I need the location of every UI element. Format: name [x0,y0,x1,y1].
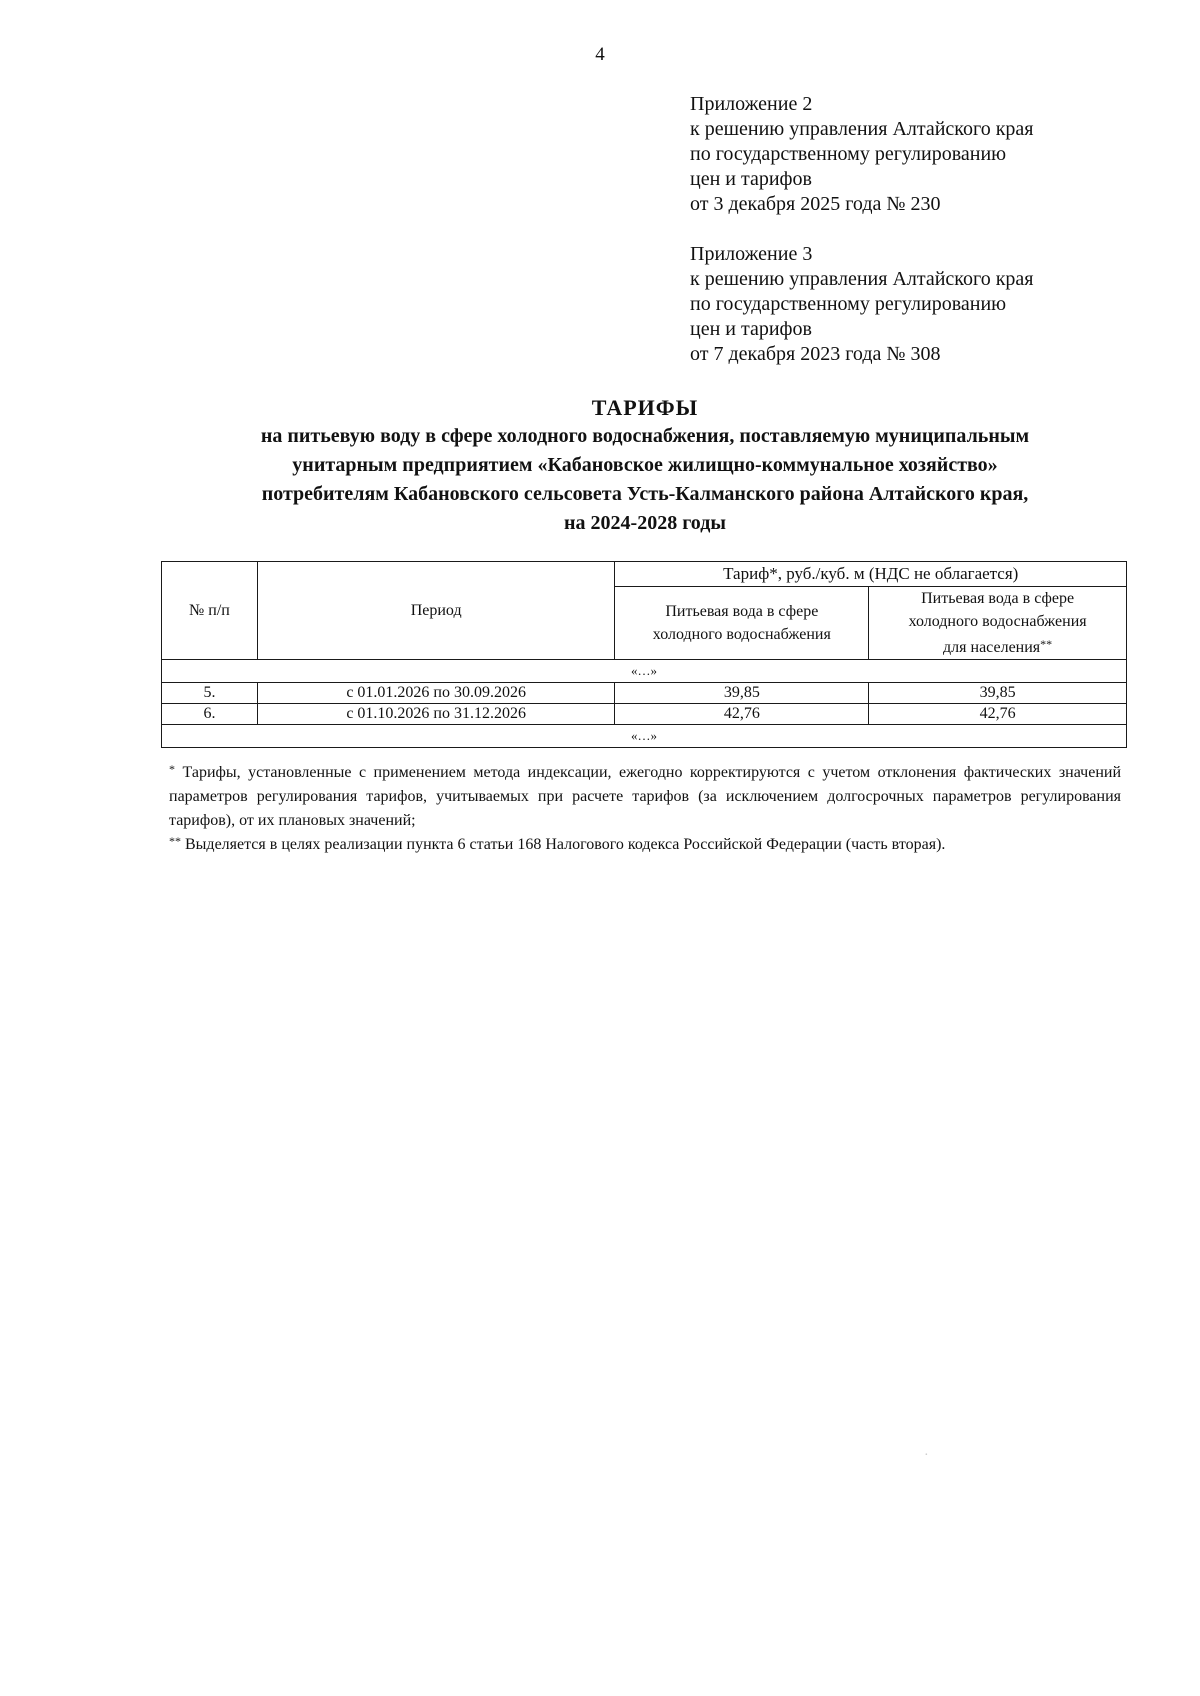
footnote-indexation [169,757,1121,833]
appendix-line: Приложение 2 [690,93,813,115]
row-period: с 01.01.2026 по 30.09.2026 [257,683,615,704]
column-header-period: Период [257,562,615,660]
row-period: с 01.10.2026 по 31.12.2026 [257,704,615,725]
appendix-line: к решению управления Алтайского края [690,268,1034,290]
document-subtitle-line: унитарным предприятием «Кабановское жилищно-коммунальное хозяйство» [292,454,998,476]
scan-mark: · [924,1448,929,1463]
row-number: 6. [162,704,258,725]
column-header-population [869,587,1127,660]
appendix-line: от 7 декабря 2023 года № 308 [690,343,941,365]
appendix-line: от 3 декабря 2025 года № 230 [690,193,941,215]
footnote-marker: ** [169,834,181,848]
document-subtitle-line: на 2024-2028 годы [564,512,726,534]
header-line: холодного водоснабжения [652,626,831,643]
appendix-line: цен и тарифов [690,318,812,340]
row-tariff-general: 39,85 [615,683,869,704]
column-header-number: № п/п [162,562,258,660]
appendix-original-reference [690,242,1150,367]
header-line: Питьевая вода в сфере [921,590,1075,607]
omission-marker: «…» [162,725,1127,748]
row-tariff-population: 42,76 [869,704,1127,725]
column-header-general [615,587,869,660]
table-row [162,683,1127,704]
omission-row [162,725,1127,748]
document-subtitle-line: на питьевую воду в сфере холодного водоснабжения, поставляемую муниципальным [260,425,1030,447]
table-row [162,704,1127,725]
appendix-line: по государственному регулированию [690,293,1007,315]
document-heading [150,394,1140,538]
appendix-line: по государственному регулированию [690,143,1007,165]
page-number: 4 [595,44,605,65]
appendix-current-reference [690,92,1150,217]
header-line [873,633,1122,659]
header-line: Питьевая вода в сфере [665,603,819,620]
tariff-table [161,561,1127,748]
appendix-line: цен и тарифов [690,168,812,190]
column-header-tariff-group: Тариф*, руб./куб. м (НДС не облагается) [615,562,1127,587]
header-line: холодного водоснабжения [908,613,1087,630]
header-line-text: для населения [943,639,1041,656]
footnote-text: Выделяется в целях реализации пункта 6 статьи 168 Налогового кодекса Российской Федерации (часть вторая). [185,836,946,853]
omission-row [162,660,1127,683]
omission-marker: «…» [162,660,1127,683]
appendix-line: к решению управления Алтайского края [690,118,1034,140]
footnote-marker: ** [1040,637,1053,651]
row-tariff-population: 39,85 [869,683,1127,704]
row-number: 5. [162,683,258,704]
document-subtitle-line: потребителям Кабановского сельсовета Усть-Калманского района Алтайского края, [261,483,1029,505]
footnote-marker: * [169,762,175,776]
appendix-line: Приложение 3 [690,243,813,265]
footnote-text: Тарифы, установленные с применением метода индексации, ежегодно корректируются с учетом отклонения фактических значений параметров регулирования тарифов, учитываемых при расчете тарифов (за исключением долгосрочных параметров регулирования тарифов), от их плановых значений; [169,764,1121,829]
document-title: ТАРИФЫ [591,395,699,420]
row-tariff-general: 42,76 [615,704,869,725]
footnote-population [169,829,1121,857]
